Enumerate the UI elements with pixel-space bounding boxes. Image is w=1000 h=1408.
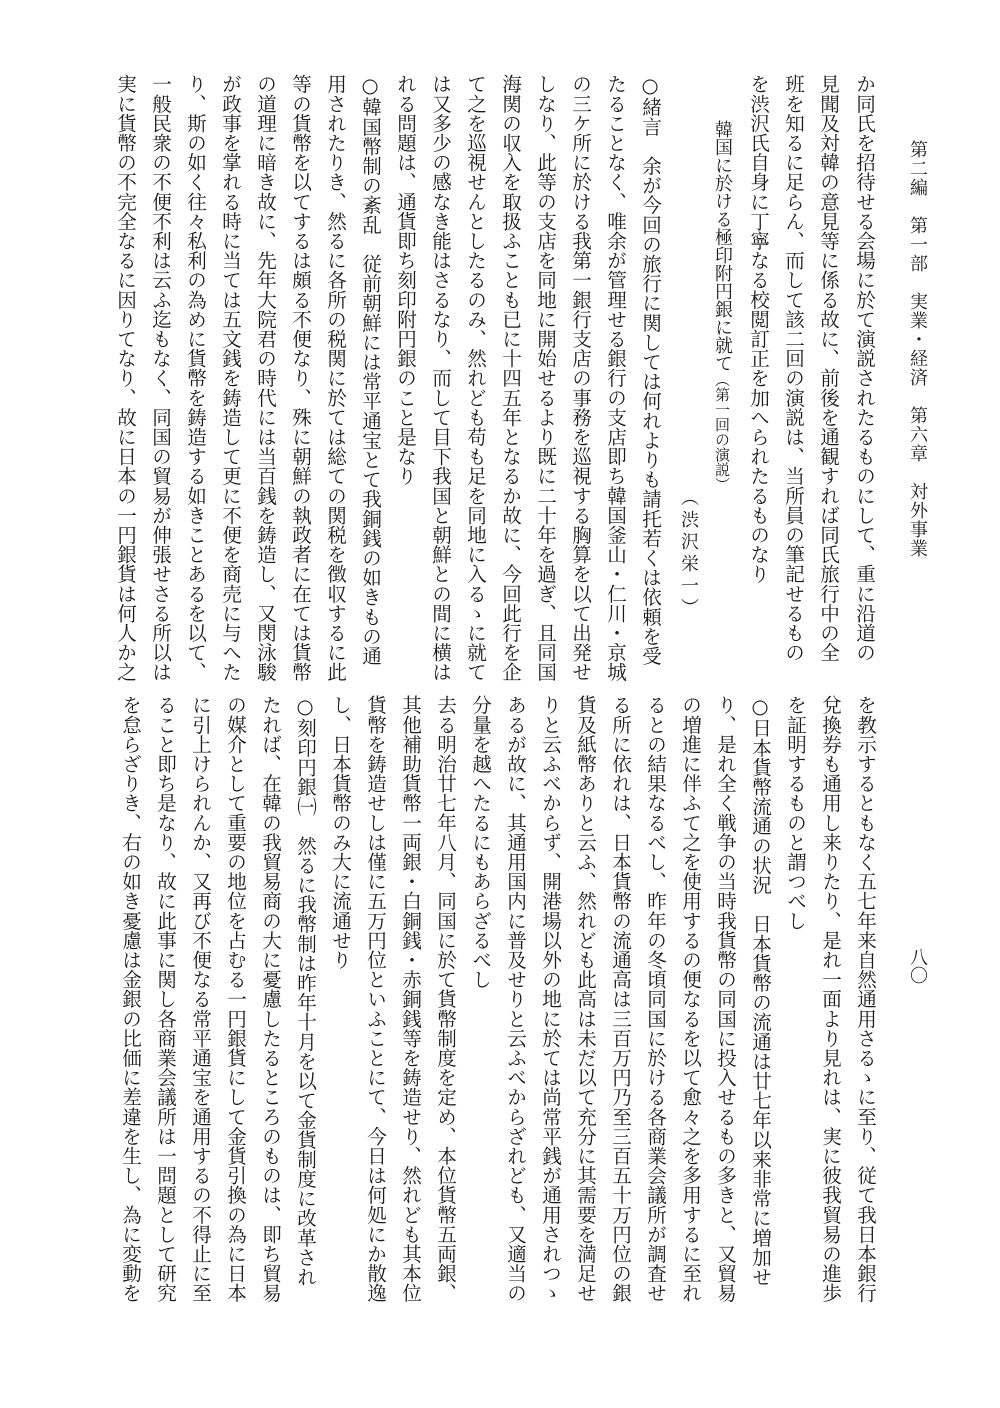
body-line: を怠らざりき、右の如き憂慮は金銀の比価に差違を生し、為に変動を: [118, 695, 142, 1303]
speech-note: （第一回の演説）: [713, 372, 731, 492]
body-line: ○刻印円銀㈠ 然るに我幣制は昨年十月を以て金貨制度に改革され: [293, 695, 317, 1287]
intro-line: 見聞及対韓の意見等に係る故に、前後を通観すれば同氏旅行中の全: [816, 74, 840, 662]
body-line: 分量を越へたるにもあらざるべし: [468, 695, 492, 989]
body-line: が政事を掌れる時に当ては五文銭を鋳造して更に不便を商売に与へた: [218, 74, 242, 682]
body-line: り、斯の如く往々私利の為めに貨幣を鋳造する如きことあるを以て、: [183, 74, 207, 682]
body-line: 其他補助貨幣一両銀・白銅銭・赤銅銭等を鋳造せり、然れども其本位: [398, 695, 422, 1303]
speech-title: [713, 120, 731, 492]
body-line: たれば、在韓の我貿易商の大に憂慮したるところのものは、即ち貿易: [258, 695, 282, 1303]
body-line: の道理に暗き故に、先年大院君の時代には当百銭を鋳造し、又閔泳駿: [253, 74, 277, 682]
body-line: 実に貨幣の不完全なるに因りてなり、故に日本の一円銀貨は何人か之: [113, 74, 137, 682]
body-line: 兌換券も通用し来りたり、是れ一面より見れは、実に彼我貿易の進歩: [818, 695, 842, 1303]
body-line: る所に依れは、日本貨幣の流通高は三百万円乃至三百五十万円位の銀: [608, 695, 632, 1303]
body-line: ○日本貨幣流通の状況 日本貨幣の流通は廿七年以来非常に増加せ: [748, 695, 772, 1287]
body-line: の媒介として重要の地位を占むる一円銀貨にして金貨引換の為に日本: [223, 695, 247, 1303]
body-line: ○緒言 余が今回の旅行に関しては何れよりも請托若くは依頼を受: [638, 74, 662, 666]
page-number: 八〇: [907, 948, 928, 984]
intro-line: を渋沢氏自身に丁寧なる校閲訂正を加へられたるものなり: [746, 74, 770, 584]
intro-line: 班を知るに足らん、而して該二回の演説は、当所員の筆記せるもの: [781, 74, 805, 662]
body-line: て之を巡視せんとしたるのみ、然れども苟も足を同地に入るゝに就て: [463, 74, 487, 682]
body-line: あるが故に、其通用国内に普及せりと云ふべからざれども、又適当の: [503, 695, 527, 1303]
body-line: り、是れ全く戦争の当時我貨幣の同国に投入せるもの多きと、又貿易: [713, 695, 737, 1303]
body-line: ○韓国幣制の紊乱 従前朝鮮には常平通宝とて我銅銭の如きもの通: [358, 74, 382, 666]
body-line: を証明するものと謂つべし: [783, 695, 807, 931]
body-line: の三ケ所に於ける我第一銀行支店の事務を巡視する胸算を以て出発せ: [568, 74, 592, 682]
body-line: 貨及紙幣ありと云ふ、然れども此高は未だ以て充分に其需要を満足せ: [573, 695, 597, 1303]
body-line: たることなく、唯余が管理せる銀行の支店即ち韓国釜山・仁川・京城: [603, 74, 627, 682]
body-line: るとの結果なるべし、昨年の冬頃同国に於ける各商業会議所が調査せ: [643, 695, 667, 1303]
body-line: 一般民衆の不便不利は云ふ迄もなく、同国の貿易が伸張せさる所以は: [148, 74, 172, 682]
speaker-name: （渋沢栄一）: [678, 488, 699, 620]
body-line: を教示するともなく五七年来自然通用さるゝに至り、従て我日本銀行: [853, 695, 877, 1303]
body-line: 去る明治廿七年八月、同国に於て貨幣制度を定め、本位貨幣五両銀、: [433, 695, 457, 1303]
body-line: りと云ふべからず、開港場以外の地に於ては尚常平銭が通用されつゝ: [538, 695, 562, 1303]
body-line: に引上けられんか、又再び不便なる常平通宝を通用するの不得止に至: [188, 695, 212, 1303]
body-line: し、日本貨幣のみ大に流通せり: [328, 695, 352, 970]
body-line: ること即ち是なり、故に此事に関し各商業会議所は一問題として研究: [153, 695, 177, 1303]
body-line: 貨幣を鋳造せしは僅に五万円位といふことにて、今日は何処にか散逸: [363, 695, 387, 1303]
body-line: 海関の収入を取扱ふことも已に十四五年となるか故に、今回此行を企: [498, 74, 522, 682]
running-head: 第二編 第一部 実業・経済 第六章 対外事業: [907, 140, 928, 558]
speech-title-text: 韓国に於ける極印附円銀に就て: [712, 120, 733, 372]
body-line: は又多少の感なき能はさるなり、而して目下我国と朝鮮との間に横は: [428, 74, 452, 682]
body-line: 用されたりき、然るに各所の税関に於ては総ての関税を徴収するに此: [323, 74, 347, 682]
intro-line: か同氏を招待せる会場に於て演説されたるものにして、重に沿道の: [852, 74, 876, 662]
body-line: れる問題は、通貨即ち刻印附円銀のこと是なり: [393, 74, 417, 486]
body-line: 等の貨幣を以てするは頗る不便なり、殊に朝鮮の執政者に在ては貨幣: [288, 74, 312, 682]
body-line: の増進に伴ふて之を使用するの便なるを以て愈々之を多用するに至れ: [678, 695, 702, 1303]
body-line: しなり、此等の支店を同地に開始せるより既に二十年を過ぎ、且同国: [533, 74, 557, 682]
